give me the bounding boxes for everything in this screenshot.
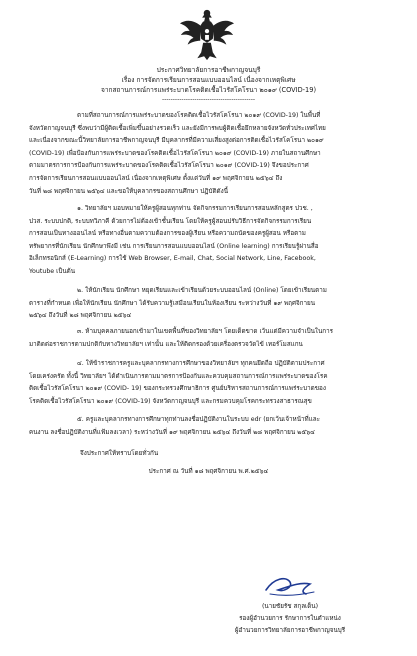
org-title: ประกาศวิทยาลัยการอาชีพกาญจนบุรี bbox=[156, 66, 261, 74]
item-1-line: อิเล็กทรอนิกส์ (E-Learning) การใช้ Web Browser, E-mail, Chat, Social Network, Line, Facebook, bbox=[29, 255, 316, 263]
item-2-line: ๒๕๖๔ ถึงวันที่ ๒๘ พฤศจิกายน ๒๕๖๔ bbox=[29, 312, 132, 320]
item-4-line: ติดเชื้อไวรัสโคโรนา ๒๐๑๙ (COVID- 19) ของกระทรวงศึกษาธิการ ศูนย์บริหารสถานการณ์การแพร่ระบาดของ bbox=[29, 385, 326, 393]
subject-line-2: จากสถานการณ์การแพร่ระบาดโรคติดเชื้อไวรัสโคโรนา ๒๐๑๙ (COVID-19) bbox=[100, 86, 317, 94]
item-5-line: ๕. ครูและบุคลากรทางการศึกษาทุกท่านลงชื่อปฏิบัติงานในระบบ edr (ยกเว้นเจ้าหน้าที่และ bbox=[77, 416, 320, 423]
item-1-line: การสอนเป็นทางออนไลน์ หรือทางอื่นตามความต้องการของผู้เรียน หรือความถนัดของครูผู้สอน หรือตาม bbox=[29, 230, 306, 238]
item-3-line: ๓. ห้ามบุคคลภายนอกเข้ามาในเขตพื้นที่ของวิทยาลัยฯ โดยเด็ดขาด เว้นแต่มีความจำเป็นในการ bbox=[77, 328, 334, 335]
item-4-line: โรคติดเชื้อไวรัสโคโรนา ๒๐๑๙ (COVID-19) จังหวัดกาญจนบุรี และกรมควบคุมโรคกระทรวงสาธารณสุข bbox=[29, 397, 312, 405]
date-line: ประกาศ ณ วันที่ ๑๘ พฤศจิกายน พ.ศ.๒๕๖๔ bbox=[148, 468, 269, 475]
signer-title-2: ผู้อำนวยการวิทยาลัยการอาชีพกาญจนบุรี bbox=[234, 627, 346, 634]
item-2-line: ตารางที่กำหนด เพื่อให้นักเรียน นักศึกษา ได้รับความรู้เสมือนเรียนในห้องเรียน ระหว่างวันที่ ๑๙ พฤศจิกายน bbox=[29, 299, 316, 307]
item-4 bbox=[29, 358, 389, 408]
signature-mark bbox=[260, 572, 322, 600]
intro-line: จังหวัดกาญจนบุรี ซึ่งพบว่ามีผู้ติดเชื้อเพิ่มขึ้นอย่างรวดเร็ว และยังมีการพบผู้ติดเชื้อยึกหลายจังหวัดทั่วประเทศไทย bbox=[29, 124, 326, 132]
item-1-line: ทรัพยากรที่นักเรียน นักศึกษาพึงมี เช่น การเรียนการสอนแบบออนไลน์ (Online learning) การเรียนรู้ผ่านสื่อ bbox=[29, 242, 319, 250]
signer-title-1: รองผู้อำนวยการ รักษาการในตำแหน่ง bbox=[239, 615, 341, 622]
item-5-line: คนงาน ลงชื่อปฏิบัติงานที่แฟ้มลงเวลา) ระหว่างวันที่ ๑๙ พฤศจิกายน ๒๕๖๔ ถึงวันที่ ๒๘ พฤศจิกายน ๒๕๖๔ bbox=[29, 428, 315, 436]
garuda-emblem-icon bbox=[178, 6, 236, 64]
item-1-line: Youtube เป็นต้น bbox=[29, 267, 76, 275]
intro-line: วันที่ ๒๘ พฤศจิกายน ๒๕๖๔ และขอให้บุคลากรของสถานศึกษา ปฏิบัติดังนี้ bbox=[29, 187, 229, 195]
intro-line: (COVID-19) เพื่อป้องกันการแพร่ระบาดของโรคติดเชื้อไวรัสโคโรนา ๒๐๑๙ (COVID-19) ภายในสถานศึกษา bbox=[29, 149, 321, 157]
item-1-line: ปวส. ระบบปกติ, ระบบทวิภาคี ด้วยการไม่ต้องเข้าชั้นเรียน โดยให้ครูผู้สอนปรับวิธีการจัดกิจกรรมการเรียน bbox=[29, 217, 312, 225]
item-4-line: โดยเคร่งครัด ทั้งนี้ วิทยาลัยฯ ได้ดำเนินการตามมาตรการป้องกันและควบคุมสถานการณ์การแพร่ระบาดของโรค bbox=[29, 372, 328, 380]
intro-line: ตามที่สถานการณ์การแพร่ระบาดของโรคติดเชื้อไวรัสโคโรนา ๒๐๑๙ (COVID-19) ในพื้นที่ bbox=[77, 112, 321, 119]
closing-line: จึงประกาศให้ทราบโดยทั่วกัน bbox=[80, 450, 159, 457]
subject-line: เรื่อง การจัดการเรียนการสอนแบบออนไลน์ เนื่องจากเหตุพิเศษ bbox=[121, 76, 296, 84]
item-5 bbox=[29, 414, 389, 439]
signer-name: (นายชัยรัช สกุลเด็น) bbox=[261, 603, 319, 610]
intro-line: ตามมาตรการการป้องกันการแพร่ระบาดของโรคติดเชื้อไวรัสโคโรนา ๒๐๑๙ (COVID-19) จึงขอประกาศ bbox=[29, 162, 309, 170]
intro-line: การจัดการเรียนการสอนแบบออนไลน์ เนื่องจากเหตุพิเศษ ตั้งแต่วันที่ ๑๙ พฤศจิกายน ๒๕๖๔ ถึง bbox=[29, 174, 283, 182]
item-1 bbox=[29, 203, 389, 279]
item-4-line: ๔. ให้ข้าราชการครูและบุคลากรทางการศึกษาของวิทยาลัยฯ ทุกคนยึดถือ ปฏิบัติตามประกาศ bbox=[77, 360, 325, 367]
intro-line: และเนื่องจากขณะนี้วิทยาลัยการอาชีพกาญจนบุรี มีบุคลากรที่มีความเสี่ยงสูงต่อการติดเชื้อไวรัสโคโรนา ๒๐๑๙ bbox=[29, 137, 324, 145]
separator: ------------------------------------------- bbox=[161, 96, 256, 103]
intro-paragraph bbox=[29, 110, 389, 198]
item-1-line: ๑. วิทยาลัยฯ มอบหมายให้ครูผู้สอนทุกท่าน จัดกิจกรรมการเรียนการสอนหลักสูตร ปวช. , bbox=[77, 205, 313, 212]
item-3-line: มาติดต่อราชการตามปกติกับทางวิทยาลัยฯ เท่านั้น และให้ติดกรองด้วยเครื่องตรวจวัดไข้ เทอร์โมสแกน bbox=[29, 340, 303, 348]
item-2 bbox=[29, 285, 389, 323]
item-3 bbox=[29, 326, 389, 351]
item-2-line: ๒. ให้นักเรียน นักศึกษา หยุดเรียนและเข้าเรียนด้วยระบบออนไลน์ (Online) โดยเข้าเรียนตาม bbox=[77, 287, 327, 294]
